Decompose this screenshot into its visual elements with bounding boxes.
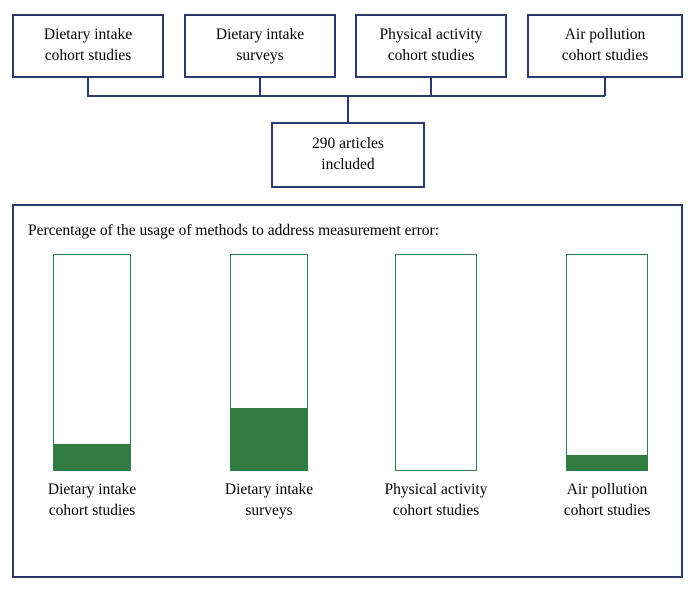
top-box-line2: cohort studies	[561, 47, 649, 64]
bar-fill	[231, 408, 307, 470]
bar-label	[544, 480, 670, 522]
bar-label-line2: cohort studies	[392, 501, 480, 519]
connector-bus	[87, 95, 605, 97]
bar-fill	[567, 455, 647, 470]
top-box-line1: Dietary intake	[43, 26, 133, 44]
bar-label-line2: surveys	[245, 501, 293, 519]
bar-group-air-pollution-cohort-studies	[563, 254, 651, 521]
top-box-line2: surveys	[236, 47, 284, 64]
top-box-physical-activity-cohort-studies	[355, 14, 507, 78]
connector-drop-2	[259, 78, 261, 96]
connector-drop-4	[604, 78, 606, 96]
bar-label-line2: cohort studies	[563, 501, 651, 519]
connector-drop-3	[430, 78, 432, 96]
bar-label	[208, 480, 330, 522]
top-box-air-pollution-cohort-studies	[527, 14, 683, 78]
bar-label-line1: Physical activity	[384, 481, 488, 498]
bar-label-line2: cohort studies	[48, 501, 136, 519]
bar-chart-panel	[12, 204, 683, 578]
bar-group-dietary-intake-cohort-studies	[47, 254, 137, 521]
middle-box-articles-included	[271, 122, 425, 188]
top-box-dietary-intake-surveys	[184, 14, 336, 78]
bar-group-dietary-intake-surveys	[224, 254, 314, 521]
top-box-line1: Dietary intake	[215, 26, 305, 44]
bar-group-physical-activity-cohort-studies	[384, 254, 488, 521]
panel-caption: Percentage of the usage of methods to address measurement error:	[28, 222, 440, 239]
bar-fill	[54, 444, 130, 470]
bar-outline	[230, 254, 308, 471]
bar-label-line1: Air pollution	[566, 481, 648, 498]
middle-box-line1: 290 articles	[312, 135, 384, 153]
bar-label	[31, 480, 153, 522]
top-box-line2: cohort studies	[387, 47, 475, 64]
connector-drop-1	[87, 78, 89, 96]
middle-box-line2: included	[321, 156, 375, 173]
bar-outline	[566, 254, 648, 471]
connector-to-middle-box	[347, 95, 349, 122]
top-box-text	[562, 25, 649, 67]
bar-label-line1: Dietary intake	[47, 481, 137, 498]
top-box-line1: Air pollution	[564, 26, 646, 44]
top-box-text	[216, 25, 304, 67]
bar-outline	[395, 254, 477, 471]
top-box-text	[44, 25, 132, 67]
top-box-text	[380, 25, 483, 67]
top-box-line2: cohort studies	[44, 47, 132, 64]
middle-box-text	[312, 134, 384, 176]
top-box-dietary-intake-cohort-studies	[12, 14, 164, 78]
bar-label	[373, 480, 499, 522]
top-box-line1: Physical activity	[379, 26, 483, 44]
bar-label-line1: Dietary intake	[224, 481, 314, 498]
bar-outline	[53, 254, 131, 471]
